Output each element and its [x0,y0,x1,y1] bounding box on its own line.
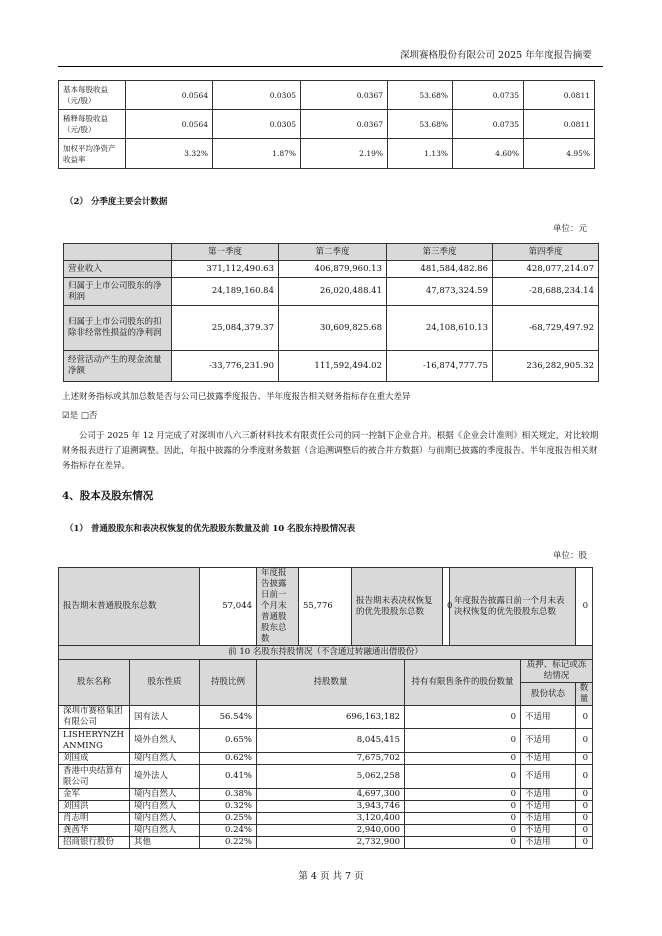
cell: 国有法人 [130,706,200,729]
table-row [59,813,593,825]
cell: 不适用 [521,837,576,849]
cell: 0 [405,706,521,729]
summary-value: 0 [576,568,593,646]
header-cell: 股东性质 [130,660,200,706]
cell: 406,879,960.13 [279,261,387,278]
cell: 0 [405,837,521,849]
table-row [59,706,593,729]
summary-value: 57,044 [200,568,257,646]
cell: 不适用 [521,729,576,753]
summary-label: 年度报告披露日前一个月末表决权恢复的优先股股东总数 [450,568,576,646]
cell: 0 [405,813,521,825]
summary-value: 55,776 [299,568,352,646]
difference-question: 上述财务指标或其加总数是否与公司已披露季度报告、半年度报告相关财务指标存在重大差异 [62,392,411,402]
cell: 7,675,702 [257,753,405,765]
cell: 0.0564 [126,110,213,139]
summary-label: 报告期末普通股股东总数 [59,568,200,646]
cell: 2,940,000 [257,825,405,837]
cell: 481,584,482.86 [387,261,493,278]
cell: 696,163,182 [257,706,405,729]
cell: 0.62% [200,753,257,765]
cell: 4.60% [453,139,524,169]
cell: 招商银行股份 [59,837,130,849]
header-divider [58,66,603,67]
cell: 0 [405,753,521,765]
page-number: 第 4 页 共 7 页 [298,871,364,882]
cell: 0.0367 [301,110,388,139]
row-label: 基本每股收益（元/股） [59,81,126,110]
cell: -68,729,497.92 [493,306,599,351]
row-label: 稀释每股收益（元/股） [59,110,126,139]
cell: 境外法人 [130,765,200,789]
cell: 境内自然人 [130,789,200,801]
cell: 4.95% [524,139,595,169]
cell: 3.32% [126,139,213,169]
cell: 不适用 [521,813,576,825]
cell: 0 [576,765,593,789]
cell: 境外自然人 [130,729,200,753]
table-row [59,789,593,801]
cell: 金军 [59,789,130,801]
table-row [59,753,593,765]
cell: 不适用 [521,801,576,813]
cell: 境内自然人 [130,825,200,837]
cell: 龚茜华 [59,825,130,837]
cell: 3,120,400 [257,813,405,825]
cell: 0.32% [200,801,257,813]
cell: 0.38% [200,789,257,801]
cell: LISHERYNZHANMING [59,729,130,753]
header-cell: 股东名称 [59,660,130,706]
cell: 236,282,905.32 [493,351,599,382]
cell: 0 [576,825,593,837]
cell: 0.0564 [126,81,213,110]
table-row [64,261,599,278]
table-row [64,306,599,351]
table-header-row [59,660,593,683]
cell: 不适用 [521,706,576,729]
cell: 境内自然人 [130,753,200,765]
cell: 0 [405,825,521,837]
cell: 0.0735 [453,110,524,139]
cell: 0 [576,801,593,813]
cell: 3,943,746 [257,801,405,813]
cell: 1.13% [388,139,453,169]
table-row [64,278,599,306]
top10-title: 前 10 名股东持股情况（不含通过转融通出借股份） [59,646,593,660]
header-cell: 第四季度 [493,244,599,261]
cell: 0.24% [200,825,257,837]
cell: 0 [405,765,521,789]
summary-label: 报告期末表决权恢复的优先股股东总数 [352,568,443,646]
cell: 56.54% [200,706,257,729]
row-label: 加权平均净资产收益率 [59,139,126,169]
table-row [64,351,599,382]
difference-answer: ☑是 □否 [62,411,98,421]
cell: 0 [405,729,521,753]
header-cell: 持股数量 [257,660,405,706]
summary-row [59,568,593,646]
cell: 0.25% [200,813,257,825]
cell: 刘国成 [59,753,130,765]
shareholders-table [58,567,593,849]
cell: 0.0305 [213,110,301,139]
section-subtitle-shareholders: （1） 普通股股东和表决权恢复的优先股股东数量及前 10 名股东持股情况表 [65,524,356,534]
unit-label: 单位：元 [553,224,588,234]
row-label: 经营活动产生的现金流量净额 [64,351,172,382]
table-row [59,801,593,813]
cell: 24,189,160.84 [172,278,279,306]
table-row [59,81,595,110]
row-label: 营业收入 [64,261,172,278]
cell: 深圳市赛格集团有限公司 [59,706,130,729]
cell: 0 [405,801,521,813]
cell: 53.68% [388,110,453,139]
table-row [59,729,593,753]
cell: 0 [576,813,593,825]
header-cell: 数量 [576,683,593,706]
cell: 不适用 [521,753,576,765]
cell: 0 [576,753,593,765]
header-cell: 第三季度 [387,244,493,261]
cell: 刘国洪 [59,801,130,813]
cell: -33,776,231.90 [172,351,279,382]
cell: -28,688,234.14 [493,278,599,306]
table-row [59,837,593,849]
cell: 111,592,494.02 [279,351,387,382]
cell: 0.65% [200,729,257,753]
cell: 47,873,324.59 [387,278,493,306]
cell: 不适用 [521,765,576,789]
cell: 24,108,610.13 [387,306,493,351]
section-title-shares: 4、股本及股东情况 [62,490,154,502]
cell: 0.0305 [213,81,301,110]
table-row [59,139,595,169]
page-header: 深圳赛格股份有限公司 2025 年年度报告摘要 [400,50,592,61]
cell: 4,697,300 [257,789,405,801]
cell: 0 [576,729,593,753]
unit-label-shares: 单位：股 [553,551,588,561]
cell: 0.41% [200,765,257,789]
header-cell: 股份状态 [521,683,576,706]
table-row [59,825,593,837]
cell: 1.87% [213,139,301,169]
cell: 境内自然人 [130,813,200,825]
summary-value: 0 [443,568,450,646]
cell: 428,077,214.07 [493,261,599,278]
cell: 0 [405,789,521,801]
summary-label: 年度报告披露日前一个月末普通股股东总数 [257,568,299,646]
cell: 0.0811 [524,81,595,110]
cell: 5,062,258 [257,765,405,789]
cell: 其他 [130,837,200,849]
top10-title-row [59,646,593,660]
header-cell: 质押、标记或冻结情况 [521,660,593,683]
cell: 香港中央结算有限公司 [59,765,130,789]
header-cell [64,244,172,261]
cell: 0.22% [200,837,257,849]
cell: 2,732,900 [257,837,405,849]
table-row [59,765,593,789]
quarterly-data-table [63,243,599,382]
cell: 境内自然人 [130,801,200,813]
cell: 肖志明 [59,813,130,825]
note-paragraph: 公司于 2025 年 12 月完成了对深圳市八六三新材料技术有限责任公司的同一控制下企业合并。根据《企业会计准则》相关规定，对比较期财务报表进行了追溯调整。因此，年报中披露的分季度财务数据（含追溯调整后的被合并方数据）与前期已披露的季度报告、半年度报告相关财务指标存在差异。 [62,431,599,471]
cell: 0.0735 [453,81,524,110]
header-cell: 第一季度 [172,244,279,261]
cell: 不适用 [521,825,576,837]
cell: 2.19% [301,139,388,169]
cell: 0 [576,789,593,801]
cell: -16,874,777.75 [387,351,493,382]
cell: 0 [576,837,593,849]
table-row [59,110,595,139]
cell: 8,045,415 [257,729,405,753]
cell: 0.0811 [524,110,595,139]
header-cell: 第二季度 [279,244,387,261]
per-share-metrics-table [58,80,595,169]
cell: 25,084,379.37 [172,306,279,351]
cell: 30,609,825.68 [279,306,387,351]
cell: 不适用 [521,789,576,801]
cell: 26,020,488.41 [279,278,387,306]
header-cell: 持股比例 [200,660,257,706]
cell: 0.0367 [301,81,388,110]
section-title-quarterly: （2） 分季度主要会计数据 [65,197,168,207]
cell: 371,112,490.63 [172,261,279,278]
cell: 53.68% [388,81,453,110]
table-header-row [64,244,599,261]
header-cell: 持有有限售条件的股份数量 [405,660,521,706]
cell: 0 [576,706,593,729]
row-label: 归属于上市公司股东的净利润 [64,278,172,306]
row-label: 归属于上市公司股东的扣除非经常性损益的净利润 [64,306,172,351]
